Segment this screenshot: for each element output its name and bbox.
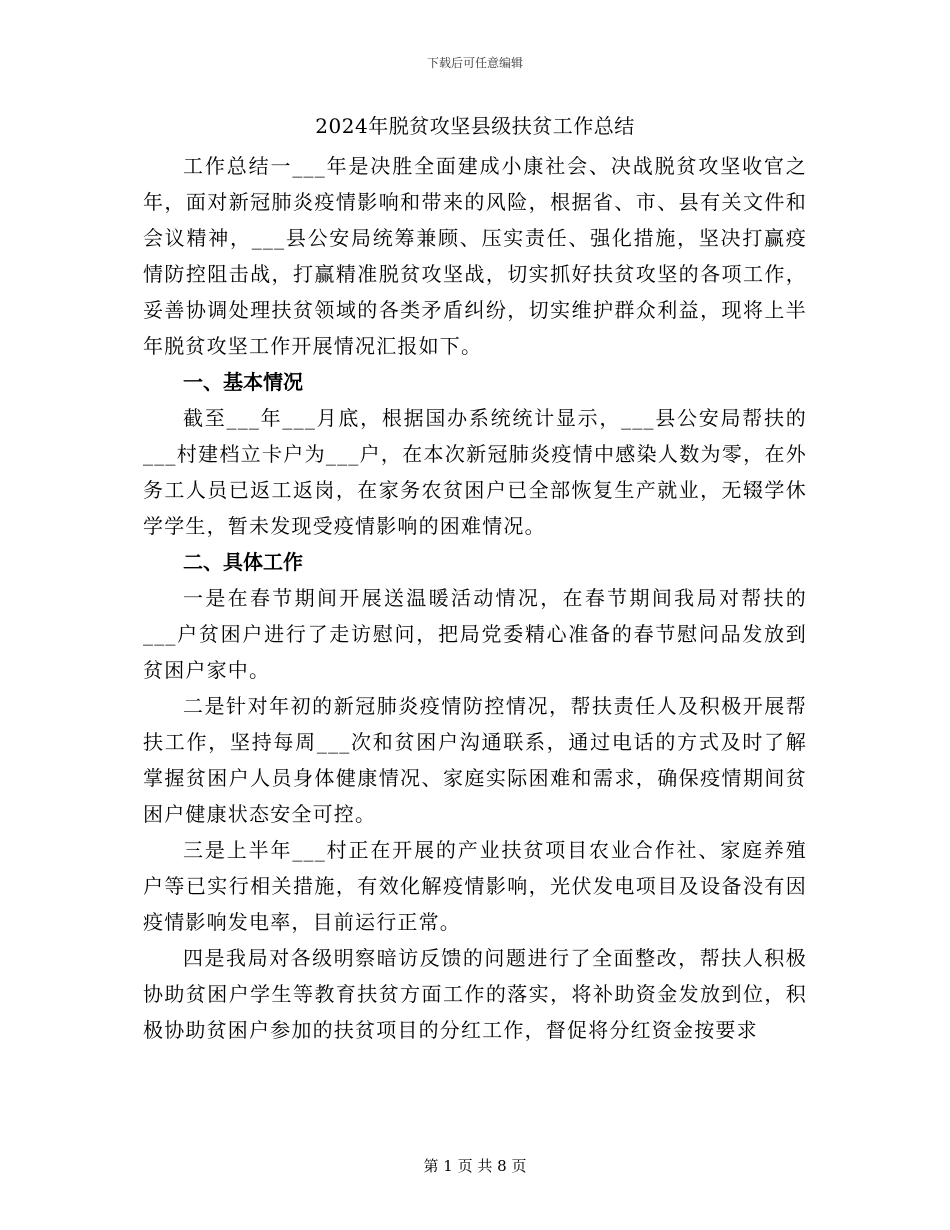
header-note: 下载后可任意编辑: [426, 56, 523, 70]
paragraph: 截至___年___月底，根据国办系统统计显示，___县公安局帮扶的___村建档立卡户为___户，在本次新冠肺炎疫情中感染人数为零，在外务工人员已返工返岗，在家务农贫困户已全部恢复生产就业，无辍学休学学生，暂未发现受疫情影响的困难情况。: [143, 406, 807, 538]
document-title: 2024年脱贫攻坚县级扶贫工作总结: [315, 114, 635, 138]
paragraph: 一是在春节期间开展送温暖活动情况，在春节期间我局对帮扶的___户贫困户进行了走访慰问，把局党委精心准备的春节慰问品发放到贫困户家中。: [143, 586, 807, 682]
paragraph: 四是我局对各级明察暗访反馈的问题进行了全面整改，帮扶人积极协助贫困户学生等教育扶贫方面工作的落实，将补助资金发放到位，积极协助贫困户参加的扶贫项目的分红工作，督促将分红资金按要求: [143, 946, 807, 1042]
page-footer: 第 1 页 共 8 页: [423, 1157, 527, 1175]
paragraph: 三是上半年___村正在开展的产业扶贫项目农业合作社、家庭养殖户等已实行相关措施，有效化解疫情影响，光伏发电项目及设备没有因疫情影响发电率，目前运行正常。: [143, 838, 807, 934]
paragraph: 二是针对年初的新冠肺炎疫情防控情况，帮扶责任人及积极开展帮扶工作，坚持每周___次和贫困户沟通联系，通过电话的方式及时了解掌握贫困户人员身体健康情况、家庭实际困难和需求，确保疫情期间贫困户健康状态安全可控。: [143, 694, 807, 826]
paragraph: 工作总结一___年是决胜全面建成小康社会、决战脱贫攻坚收官之年，面对新冠肺炎疫情影响和带来的风险，根据省、市、县有关文件和会议精神，___县公安局统筹兼顾、压实责任、强化措施，坚决打赢疫情防控阻击战，打赢精准脱贫攻坚战，切实抓好扶贫攻坚的各项工作，妥善协调处理扶贫领域的各类矛盾纠纷，切实维护群众利益，现将上半年脱贫攻坚工作开展情况汇报如下。: [143, 154, 807, 358]
document-body: [143, 110, 807, 1048]
section-heading: 二、具体工作: [183, 550, 303, 574]
section-heading: 一、基本情况: [183, 370, 303, 394]
